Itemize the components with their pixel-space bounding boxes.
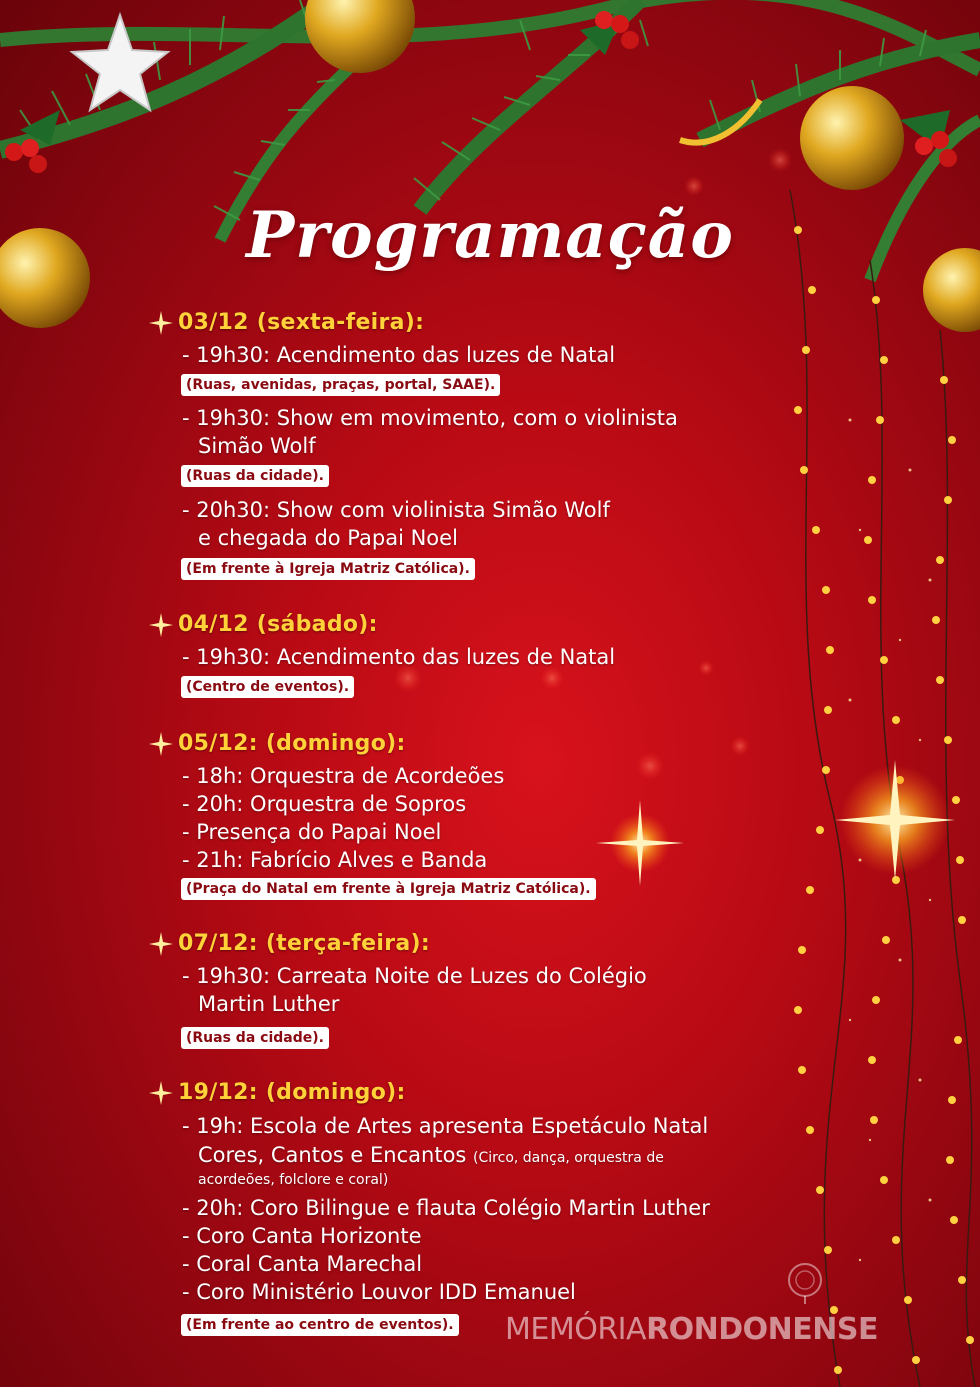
sparkle-icon <box>148 612 174 638</box>
location-label: (Em frente à Igreja Matriz Católica). <box>181 558 475 580</box>
day-heading: 05/12: (domingo): <box>178 731 406 756</box>
event-line: - Presença do Papai Noel <box>182 820 442 844</box>
sparkle-icon <box>148 931 174 957</box>
day-heading: 07/12: (terça-feira): <box>178 931 430 956</box>
location-label: (Ruas da cidade). <box>181 465 329 487</box>
event-line: - 19h30: Show em movimento, com o violinista <box>182 406 678 430</box>
event-line: - 19h30: Acendimento das luzes de Natal <box>182 343 616 367</box>
sparkle-icon <box>148 310 174 336</box>
day-heading: 19/12: (domingo): <box>178 1080 406 1105</box>
sparkle-icon <box>148 731 174 757</box>
event-line: Martin Luther <box>198 992 340 1016</box>
event-line: - 19h30: Carreata Noite de Luzes do Colégio <box>182 964 647 988</box>
event-line: acordeões, folclore e coral) <box>198 1172 389 1188</box>
location-label: (Ruas, avenidas, praças, portal, SAAE). <box>181 374 500 396</box>
event-line: - 21h: Fabrício Alves e Banda <box>182 848 488 872</box>
event-line: - 19h30: Acendimento das luzes de Natal <box>182 645 616 669</box>
location-label: (Centro de eventos). <box>181 676 354 698</box>
event-line: - 19h: Escola de Artes apresenta Espetáculo Natal <box>182 1114 709 1138</box>
watermark-logo-icon <box>782 1260 828 1306</box>
event-line: Cores, Cantos e Encantos (Circo, dança, orquestra de <box>198 1143 664 1167</box>
event-line: e chegada do Papai Noel <box>198 526 458 550</box>
day-heading: 04/12 (sábado): <box>178 612 378 637</box>
event-line: - 20h: Orquestra de Sopros <box>182 792 467 816</box>
location-label: (Em frente ao centro de eventos). <box>181 1314 459 1336</box>
location-label: (Ruas da cidade). <box>181 1027 329 1049</box>
event-line: - Coro Canta Horizonte <box>182 1224 422 1248</box>
location-label: (Praça do Natal em frente à Igreja Matriz Católica). <box>181 878 596 900</box>
event-line: - Coral Canta Marechal <box>182 1252 423 1276</box>
event-line: - Coro Ministério Louvor IDD Emanuel <box>182 1280 576 1304</box>
page-title: Programação <box>246 198 734 273</box>
event-line: - 20h: Coro Bilingue e flauta Colégio Martin Luther <box>182 1196 710 1220</box>
sparkle-icon <box>148 1080 174 1106</box>
event-line: - 20h30: Show com violinista Simão Wolf <box>182 498 610 522</box>
watermark: MEMÓRIARONDONENSE <box>505 1312 878 1347</box>
event-line: Simão Wolf <box>198 434 316 458</box>
event-line: - 18h: Orquestra de Acordeões <box>182 764 505 788</box>
day-heading: 03/12 (sexta-feira): <box>178 310 424 335</box>
